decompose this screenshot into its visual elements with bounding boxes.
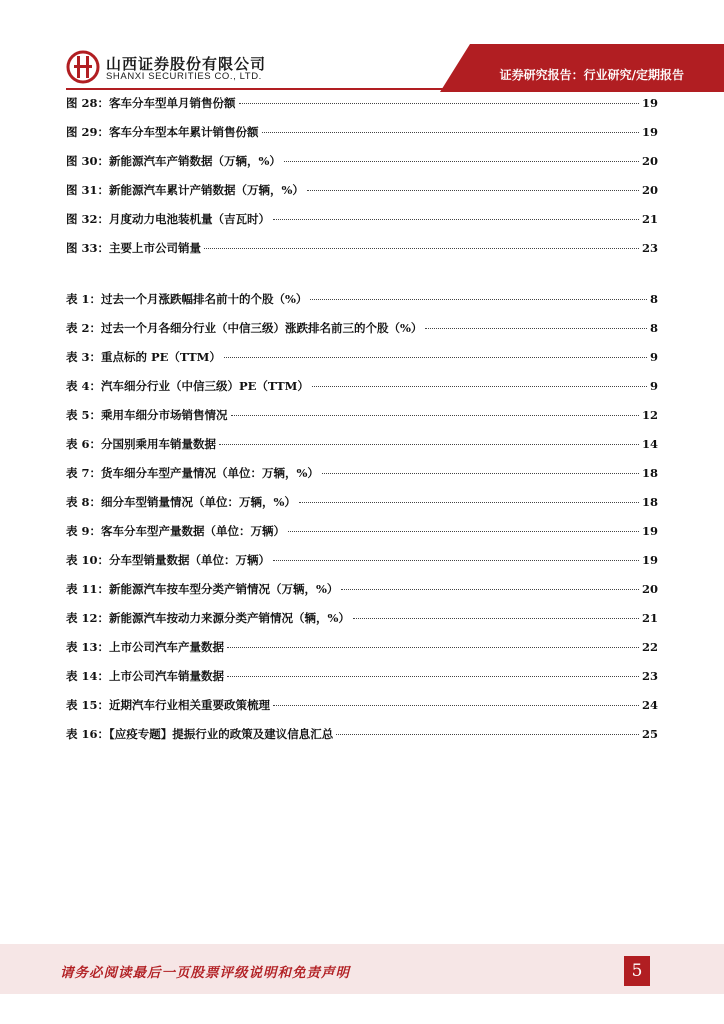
toc-entry-page: 20 xyxy=(641,154,658,168)
toc-entry-page: 24 xyxy=(641,698,658,712)
toc-entry-label: 表 15：近期汽车行业相关重要政策梳理 xyxy=(66,698,271,712)
toc-leader xyxy=(219,444,639,445)
toc-leader xyxy=(322,473,639,474)
toc-entry-page: 23 xyxy=(641,241,658,255)
toc-entry-label: 表 8：细分车型销量情况（单位：万辆，%） xyxy=(66,495,296,509)
toc-entry[interactable] xyxy=(66,580,658,609)
toc-entry-label: 表 10：分车型销量数据（单位：万辆） xyxy=(66,553,271,567)
toc-entry[interactable] xyxy=(66,210,658,239)
toc-entry-label: 表 2：过去一个月各细分行业（中信三级）涨跌排名前三的个股（%） xyxy=(66,321,423,335)
company-name-en: SHANXI SECURITIES CO., LTD. xyxy=(106,71,262,82)
report-type-label: 证券研究报告：行业研究/定期报告 xyxy=(499,68,684,82)
toc-entry-label: 表 16：【应疫专题】提振行业的政策及建议信息汇总 xyxy=(66,727,334,741)
toc-entry[interactable] xyxy=(66,464,658,493)
toc-entry-page: 18 xyxy=(641,466,658,480)
toc-entry[interactable] xyxy=(66,551,658,580)
toc-entry-page: 14 xyxy=(641,437,658,451)
toc-leader xyxy=(262,132,639,133)
toc-entry-label: 表 5：乘用车细分市场销售情况 xyxy=(66,408,228,422)
toc-leader xyxy=(425,328,647,329)
page-number: 5 xyxy=(624,956,650,986)
toc-leader xyxy=(239,103,639,104)
toc-entry[interactable] xyxy=(66,609,658,638)
toc-leader xyxy=(310,299,647,300)
toc-leader xyxy=(273,560,639,561)
toc-entry[interactable] xyxy=(66,725,658,754)
toc-entry-page: 9 xyxy=(649,379,658,393)
toc-entry[interactable] xyxy=(66,319,658,348)
toc-leader xyxy=(288,531,639,532)
toc-entry-page: 22 xyxy=(641,640,658,654)
page-header xyxy=(0,0,724,92)
toc-entry-page: 12 xyxy=(641,408,658,422)
toc-entry-label: 图 28：客车分车型单月销售份额 xyxy=(66,96,236,110)
toc-entry-label: 表 1：过去一个月涨跌幅排名前十的个股（%） xyxy=(66,292,308,306)
toc-entry-label: 表 6：分国别乘用车销量数据 xyxy=(66,437,217,451)
toc-entry[interactable] xyxy=(66,123,658,152)
table-of-contents xyxy=(66,94,658,754)
toc-entry[interactable] xyxy=(66,181,658,210)
disclaimer-notice: 请务必阅读最后一页股票评级说明和免责声明 xyxy=(60,965,350,981)
page-footer xyxy=(0,944,724,994)
toc-entry[interactable] xyxy=(66,94,658,123)
toc-leader xyxy=(312,386,647,387)
toc-entry[interactable] xyxy=(66,696,658,725)
toc-entry[interactable] xyxy=(66,239,658,268)
toc-entry-label: 表 4：汽车细分行业（中信三级）PE（TTM） xyxy=(66,379,309,393)
toc-entry-page: 21 xyxy=(641,212,658,226)
toc-leader xyxy=(224,357,647,358)
toc-leader xyxy=(353,618,639,619)
toc-leader xyxy=(231,415,639,416)
toc-leader xyxy=(341,589,639,590)
toc-entry[interactable] xyxy=(66,290,658,319)
toc-entry-label: 表 9：客车分车型产量数据（单位：万辆） xyxy=(66,524,286,538)
toc-leader xyxy=(336,734,639,735)
toc-entry-page: 19 xyxy=(641,524,658,538)
company-logo-icon xyxy=(66,50,100,84)
toc-entry-label: 图 33：主要上市公司销量 xyxy=(66,241,202,255)
toc-entry-page: 20 xyxy=(641,183,658,197)
toc-entry-label: 表 14：上市公司汽车销量数据 xyxy=(66,669,225,683)
figure-list xyxy=(66,94,658,268)
toc-entry-page: 19 xyxy=(641,125,658,139)
toc-entry[interactable] xyxy=(66,377,658,406)
toc-entry[interactable] xyxy=(66,152,658,181)
toc-entry-label: 表 11：新能源汽车按车型分类产销情况（万辆，%） xyxy=(66,582,339,596)
toc-entry-page: 18 xyxy=(641,495,658,509)
toc-leader xyxy=(227,676,639,677)
toc-entry-page: 8 xyxy=(649,292,658,306)
toc-entry-label: 图 30：新能源汽车产销数据（万辆，%） xyxy=(66,154,281,168)
toc-entry[interactable] xyxy=(66,435,658,464)
toc-entry[interactable] xyxy=(66,667,658,696)
toc-entry-page: 8 xyxy=(649,321,658,335)
toc-entry-label: 表 12：新能源汽车按动力来源分类产销情况（辆，%） xyxy=(66,611,350,625)
toc-entry-page: 25 xyxy=(641,727,658,741)
toc-leader xyxy=(273,705,639,706)
toc-entry-page: 23 xyxy=(641,669,658,683)
toc-entry-page: 9 xyxy=(649,350,658,364)
toc-entry-page: 20 xyxy=(641,582,658,596)
toc-entry[interactable] xyxy=(66,406,658,435)
toc-entry-label: 表 13：上市公司汽车产量数据 xyxy=(66,640,225,654)
toc-entry-page: 19 xyxy=(641,553,658,567)
toc-leader xyxy=(307,190,639,191)
toc-entry-label: 表 7：货车细分车型产量情况（单位：万辆，%） xyxy=(66,466,319,480)
toc-entry[interactable] xyxy=(66,493,658,522)
company-name-cn: 山西证券股份有限公司 xyxy=(106,55,267,73)
toc-entry-page: 19 xyxy=(641,96,658,110)
toc-leader xyxy=(284,161,639,162)
toc-leader xyxy=(299,502,639,503)
table-list xyxy=(66,290,658,754)
toc-leader xyxy=(204,248,639,249)
section-spacer xyxy=(66,268,658,290)
toc-entry-label: 图 32：月度动力电池装机量（吉瓦时） xyxy=(66,212,271,226)
header-divider xyxy=(66,88,724,90)
toc-entry[interactable] xyxy=(66,638,658,667)
toc-leader xyxy=(227,647,639,648)
toc-entry-label: 表 3：重点标的 PE（TTM） xyxy=(66,350,221,364)
toc-entry[interactable] xyxy=(66,348,658,377)
toc-entry-label: 图 31：新能源汽车累计产销数据（万辆，%） xyxy=(66,183,304,197)
toc-entry-label: 图 29：客车分车型本年累计销售份额 xyxy=(66,125,259,139)
toc-entry-page: 21 xyxy=(641,611,658,625)
toc-entry[interactable] xyxy=(66,522,658,551)
toc-leader xyxy=(273,219,639,220)
